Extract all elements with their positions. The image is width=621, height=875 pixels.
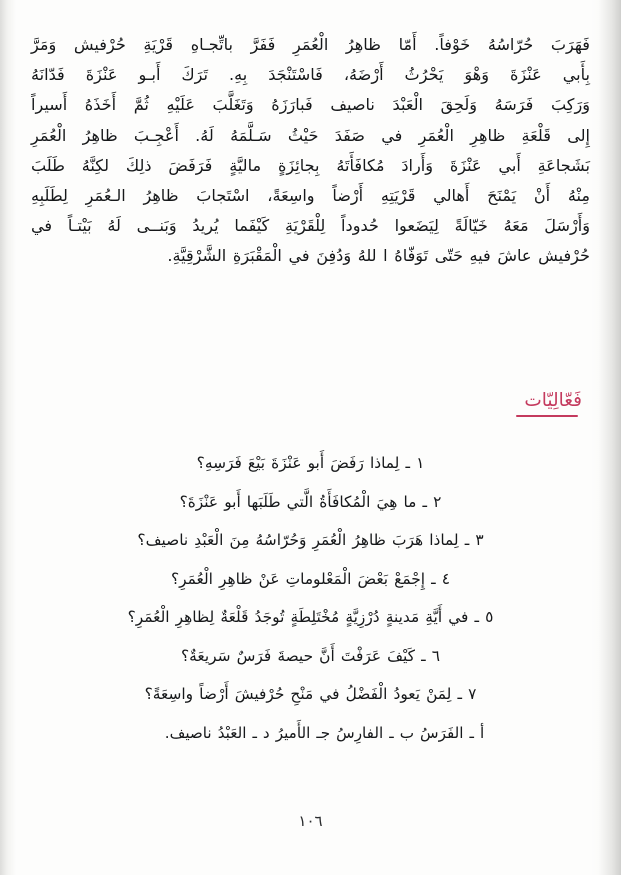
- section-heading: [516, 389, 582, 417]
- question-text: لِمَنْ يَعودُ الْفَضْلُ في مَنْحِ حُرْفيشَ أَرْضاً واسِعَةً؟: [144, 685, 452, 703]
- paragraph-line: وَأَرْسَلَ مَعَهُ خَيّالَةً لِيَضَعوا حُدوداً لِلْقَرْيَةِ كَيْفَما يُريدُ وَبَنــى لَهُ بَيْتـاً في: [31, 216, 590, 236]
- question-item: [31, 444, 590, 483]
- question-item: [31, 560, 590, 599]
- paragraph-line: حُرْفيش عاشَ فيهِ حَتّى تَوَفّاهُ ا للهُ وَدُفِنَ في الْمَقْبَرَةِ الشَّرْقِيَّةِ.: [167, 246, 590, 266]
- question-text: ما هِيَ الْمُكافَأَةُ الَّتي طَلَبَها أَبو عَنْزَةَ؟: [179, 492, 417, 511]
- question-text: إِجْمَعْ بَعْضَ الْمَعْلوماتِ عَنْ ظاهِرِ الْعُمَرِ؟: [170, 569, 426, 588]
- question-number: ٤ ـ: [431, 569, 451, 588]
- section-heading-underline: [516, 415, 578, 417]
- question-item: [31, 521, 590, 560]
- paragraph-line: بَشَجاعَةِ أَبي عَنْزَةَ وَأَرادَ مُكافَأَتَهُ بِجائِزَةٍ ماليَّةٍ فَرَفَضَ ذلِكَ لكِنَّهُ طَلَبَ: [31, 155, 590, 175]
- body-paragraph: [31, 30, 590, 272]
- question-number: ٦ ـ: [421, 646, 440, 665]
- paragraph-line: مِنْهُ أَنْ يَمْنَحَ أَهالي قَرْيَتِهِ أَرْضاً واسِعَةً، اسْتَجابَ ظاهِرُ الـعُمَرِ لِطَلَبِهِ: [31, 185, 590, 205]
- question-number: ٢ ـ: [422, 492, 442, 511]
- question-number: ٣ ـ: [464, 531, 484, 549]
- question-number: ٧ ـ: [457, 685, 477, 703]
- page-number: ١٠٦: [298, 812, 323, 830]
- question-item: [31, 675, 590, 714]
- question-number: ١ ـ: [405, 454, 425, 472]
- question-number: ٥ ـ: [474, 608, 494, 626]
- paragraph-line: وَرَكِبَ فَرَسَهُ وَلَحِقَ الْعَبْدَ ناصيف فَبارَزَهُ وَتَغَلَّبَ عَلَيْهِ ثُمَّ أَخَذَهُ أَسيراً: [31, 95, 590, 115]
- question-list: [31, 444, 590, 752]
- multiple-choice-options: أ ـ الفَرَسُ ب ـ الفارِسُ جـ الأَميرُ د ـ العَبْدُ ناصيف.: [164, 723, 485, 742]
- question-text: كَيْفَ عَرَفْتَ أَنَّ حيصةَ فَرَسٌ سَريعَةٌ؟: [181, 646, 415, 665]
- question-text: لِماذا هَرَبَ ظاهِرُ الْعُمَرِ وَحُرّاسُهُ مِنَ الْعَبْدِ ناصيف؟: [137, 531, 459, 549]
- paragraph-line: فَهَرَبَ حُرّاسُهُ خَوْفاً. أَمّا ظاهِرُ الْعُمَرِ فَفَرَّ باتِّجـاهِ قَرْيَةِ حُرْفيش وَمَرَّ: [31, 35, 590, 54]
- question-item: [31, 637, 590, 676]
- question-text: لِماذا رَفَضَ أَبو عَنْزَةَ بَيْعَ فَرَسِهِ؟: [196, 454, 400, 472]
- question-item: [31, 598, 590, 637]
- paragraph-line: بِأَبي عَنْزَةَ وَهْوَ يَحْرُثُ أَرْضَهُ، فَاسْتَنْجَدَ بِهِ. تَرَكَ أَبـو عَنْزَةَ فَدّانَهُ: [31, 65, 590, 85]
- question-text: في أَيَّةِ مَدينةٍ دُرْزِيَّةٍ مُخْتَلِطَةٍ تُوجَدُ قَلْعَةٌ لِظاهِرِ الْعُمَرِ؟: [127, 608, 469, 626]
- section-heading-label: فَعّالِيّات: [524, 390, 582, 411]
- question-item: [31, 483, 590, 522]
- paragraph-line: إِلى قَلْعَةِ ظاهِرِ الْعُمَرِ في صَفَدَ حَيْثُ سَـلَّمَهُ لَهُ. أَعْجِـبَ ظاهِرُ الْعُمَرِ: [31, 125, 590, 145]
